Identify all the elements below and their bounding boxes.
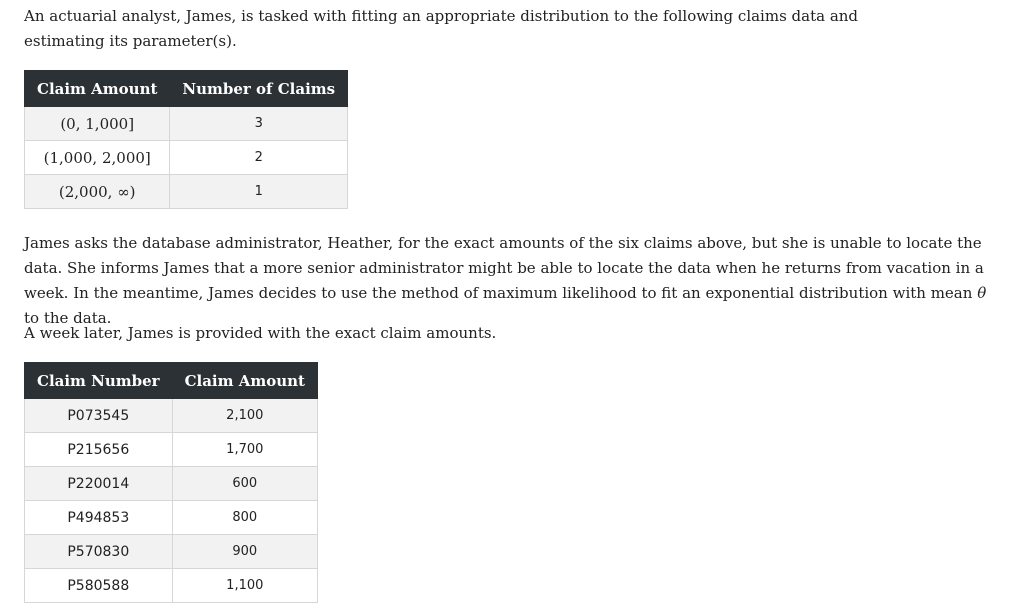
claim-count-cell: 3 <box>170 107 348 141</box>
table-row <box>25 535 318 569</box>
column-header-claim-amount: Claim Amount <box>25 71 170 107</box>
table-row <box>25 501 318 535</box>
claim-number-cell: P073545 <box>25 399 173 433</box>
table-row <box>25 141 348 175</box>
exact-claims-table <box>24 362 318 603</box>
claim-range-cell: (2,000, ∞) <box>25 175 170 209</box>
table-row <box>25 569 318 603</box>
table-row <box>25 433 318 467</box>
table-row <box>25 467 318 501</box>
claim-amount-cell: 600 <box>172 467 317 501</box>
claim-number-cell: P215656 <box>25 433 173 467</box>
column-header-number-of-claims: Number of Claims <box>170 71 348 107</box>
table-row <box>25 399 318 433</box>
heather-text: James asks the database administrator, Heather, for the exact amounts of the six claims above, but she is unable to locate the data. She informs James that a more senior administrator might be able to locate the data when he returns from vacation in a week. In the meantime, James decides to use the method of maximum likelihood to fit an exponential distribution with mean <box>24 234 984 302</box>
table-row <box>25 107 348 141</box>
table-header-row <box>25 363 318 399</box>
heather-text-end: to the data. <box>24 309 112 327</box>
claim-number-cell: P494853 <box>25 501 173 535</box>
table-row <box>25 175 348 209</box>
grouped-claims-table <box>24 70 348 209</box>
claim-amount-cell: 800 <box>172 501 317 535</box>
claim-count-cell: 1 <box>170 175 348 209</box>
claim-range-cell: (0, 1,000] <box>25 107 170 141</box>
week-later-paragraph: A week later, James is provided with the exact claim amounts. <box>24 324 497 342</box>
column-header-claim-amount: Claim Amount <box>172 363 317 399</box>
claim-number-cell: P220014 <box>25 467 173 501</box>
claim-amount-cell: 900 <box>172 535 317 569</box>
table-header-row <box>25 71 348 107</box>
claim-amount-cell: 1,700 <box>172 433 317 467</box>
claim-number-cell: P580588 <box>25 569 173 603</box>
claim-amount-cell: 2,100 <box>172 399 317 433</box>
claim-amount-cell: 1,100 <box>172 569 317 603</box>
claim-range-cell: (1,000, 2,000] <box>25 141 170 175</box>
heather-paragraph <box>24 231 994 331</box>
column-header-claim-number: Claim Number <box>25 363 173 399</box>
intro-paragraph: An actuarial analyst, James, is tasked with fitting an appropriate distribution to the following claims data and estimating its parameter(s). <box>24 7 859 50</box>
claim-number-cell: P570830 <box>25 535 173 569</box>
theta-symbol: θ <box>977 284 987 302</box>
claim-count-cell: 2 <box>170 141 348 175</box>
